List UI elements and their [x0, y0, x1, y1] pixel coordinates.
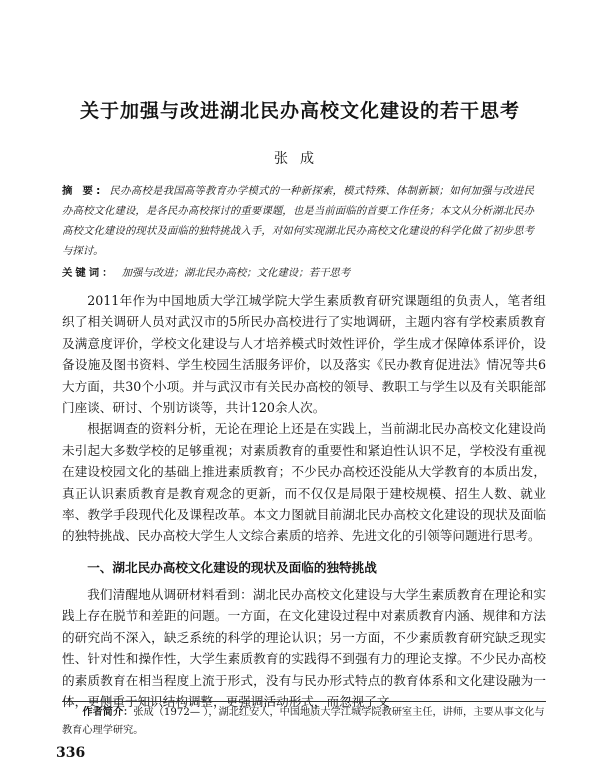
abstract — [62, 181, 534, 261]
author-name: 张成 — [274, 151, 326, 167]
footnote-divider — [62, 701, 546, 702]
page-number: 336 — [56, 745, 86, 761]
paper-title: 关于加强与改进湖北民办高校文化建设的若干思考 — [79, 100, 520, 122]
body-text — [62, 290, 546, 712]
section-heading: 一、湖北民办高校文化建设的现状及面临的独特挑战 — [87, 559, 377, 575]
keywords-text: 加强与改进；湖北民办高校；文化建设；若干思考 — [121, 267, 351, 279]
abstract-label: 摘 要: — [62, 185, 104, 197]
body-paragraph: 2011年作为中国地质大学江城学院大学生素质教育研究课题组的负责人，笔者组织了相关调研人员对武汉市的5所民办高校进行了实地调研，主题内容有学校素质教育及满意度评价，学校文化建设与人才培养模式时效性评价，学生成才保障体系评价，设备设施及图书资料、学生校园生活服务评价，以及落实《民办教育促进法》情况等共6大方面，共30个小项。并与武汉市有关民办高校的领导、教职工与学生以及有关职能部门座谈、研讨、个别访谈等，共计120余人次。 — [62, 293, 546, 416]
keywords-label: 关键词： — [62, 267, 116, 279]
abstract-text: 民办高校是我国高等教育办学模式的一种新探索，模式特殊、体制新颖；如何加强与改进民办高校文化建设，是各民办高校探讨的重要课题，也是当前面临的首要工作任务；本文从分析湖北民办高校文化建设的现状及面临的独特挑战入手，对如何实现湖北民办高校文化建设的科学化做了初步思考与探讨。 — [62, 185, 534, 257]
footnote-label: 作者简介： — [82, 707, 134, 718]
keywords — [62, 264, 534, 282]
body-paragraph: 我们清醒地从调研材料看到：湖北民办高校文化建设与大学生素质教育在理论和实践上存在脱节和差距的问题。一方面，在文化建设过程中对素质教育内涵、规律和方法的研究尚不深入，缺乏系统的科学的理论认识；另一方面，不少素质教育研究缺乏现实性、针对性和操作性，大学生素质教育的实践得不到强有力的理论支撑。不少民办高校的素质教育在相当程度上流于形式，没有与民办形式特点的教育体系和文化建设融为一体，更侧重于知识结构调整，更强调活动形式，而忽视了文 — [62, 586, 546, 709]
body-paragraph: 根据调查的资料分析，无论在理论上还是在实践上，当前湖北民办高校文化建设尚未引起大多数学校的足够重视；对素质教育的重要性和紧迫性认识不足，学校没有重视在建设校园文化的基础上推进素质教育；不少民办高校还没能从大学教育的本质出发，真正认识素质教育是教育观念的更新，而不仅仅是局限于建校规模、招生人数、就业率、教学手段现代化及课程改革。本文力图就目前湖北民办高校文化建设的现状及面临的独特挑战、民办高校大学生人文综合素质的培养、先进文化的引领等问题进行思考。 — [62, 421, 546, 544]
footnote-text: 张成（1972— ），湖北红安人，中国地质大学江城学院教研室主任，讲师，主要从事文化与教育心理学研究。 — [62, 707, 545, 736]
footnote — [62, 704, 546, 740]
